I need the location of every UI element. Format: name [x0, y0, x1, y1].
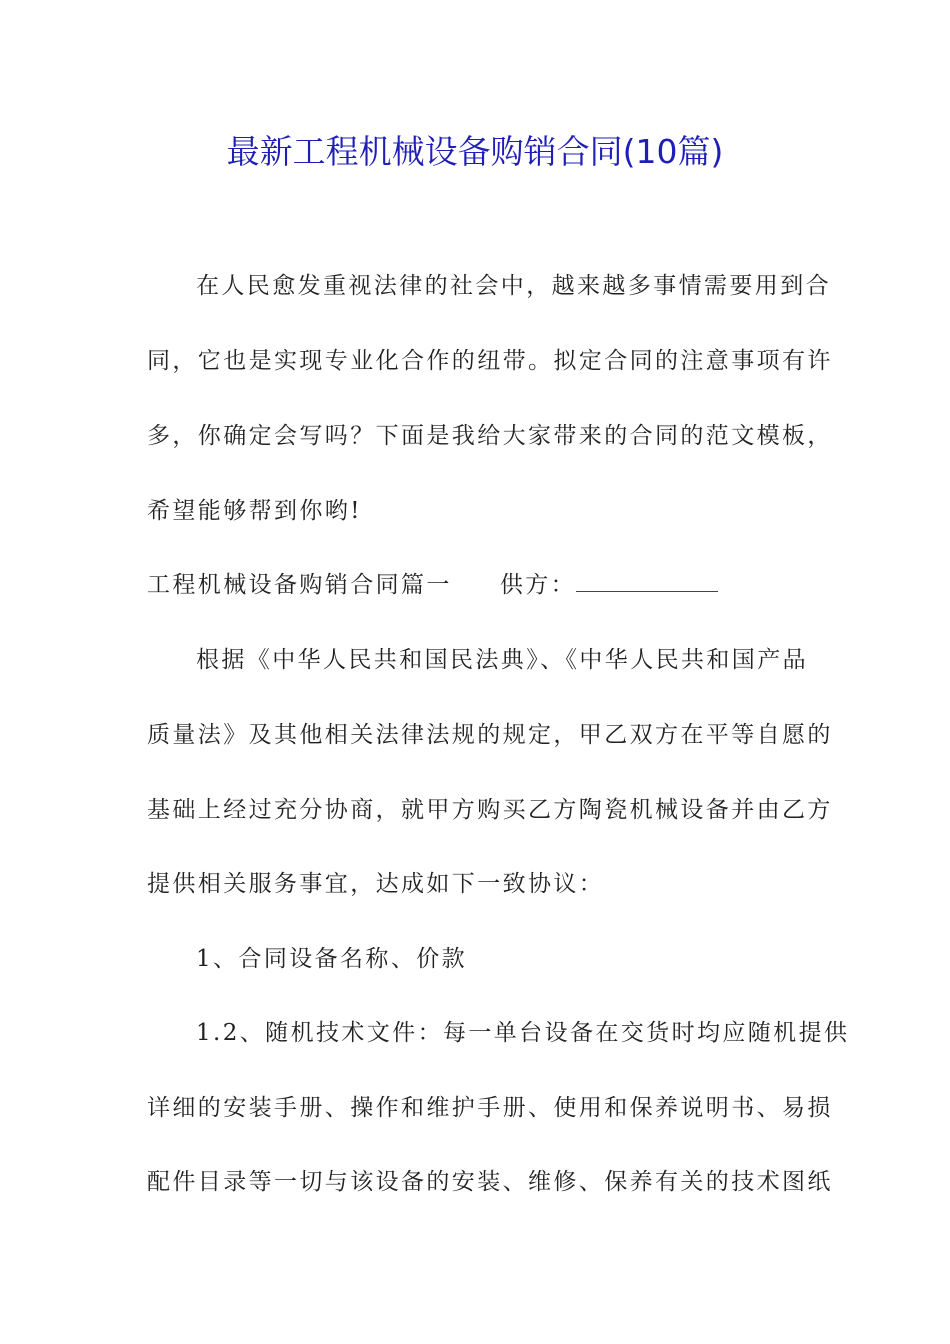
para1-line-3: 基础上经过充分协商，就甲方购买乙方陶瓷机械设备并由乙方 [147, 797, 833, 823]
item1-heading: 1、合同设备名称、价款 [196, 946, 468, 972]
document-title: 最新工程机械设备购销合同(10篇) [226, 132, 724, 171]
intro-line-1: 在人民愈发重视法律的社会中，越来越多事情需要用到合 [196, 273, 831, 299]
supplier-blank-line [576, 571, 718, 592]
para1-line-4: 提供相关服务事宜，达成如下一致协议： [147, 871, 605, 897]
para2-line-3: 配件目录等一切与该设备的安装、维修、保养有关的技术图纸 [147, 1169, 833, 1195]
intro-line-2: 同，它也是实现专业化合作的纽带。拟定合同的注意事项有许 [147, 348, 833, 374]
para2-line-2: 详细的安装手册、操作和维护手册、使用和保养说明书、易损 [147, 1095, 833, 1121]
section-heading: 工程机械设备购销合同篇一 [147, 572, 452, 598]
intro-line-3: 多，你确定会写吗？下面是我给大家带来的合同的范文模板， [147, 423, 833, 449]
para1-line-1: 根据《中华人民共和国民法典》、《中华人民共和国产品 [196, 647, 808, 673]
supplier-label: 供方： [499, 572, 577, 598]
para2-line-1: 1.2、随机技术文件：每一单台设备在交货时均应随机提供 [196, 1020, 850, 1046]
para1-line-2: 质量法》及其他相关法律法规的规定，甲乙双方在平等自愿的 [147, 722, 833, 748]
intro-line-4: 希望能够帮到你哟! [147, 498, 362, 524]
section-heading-row [147, 570, 718, 600]
